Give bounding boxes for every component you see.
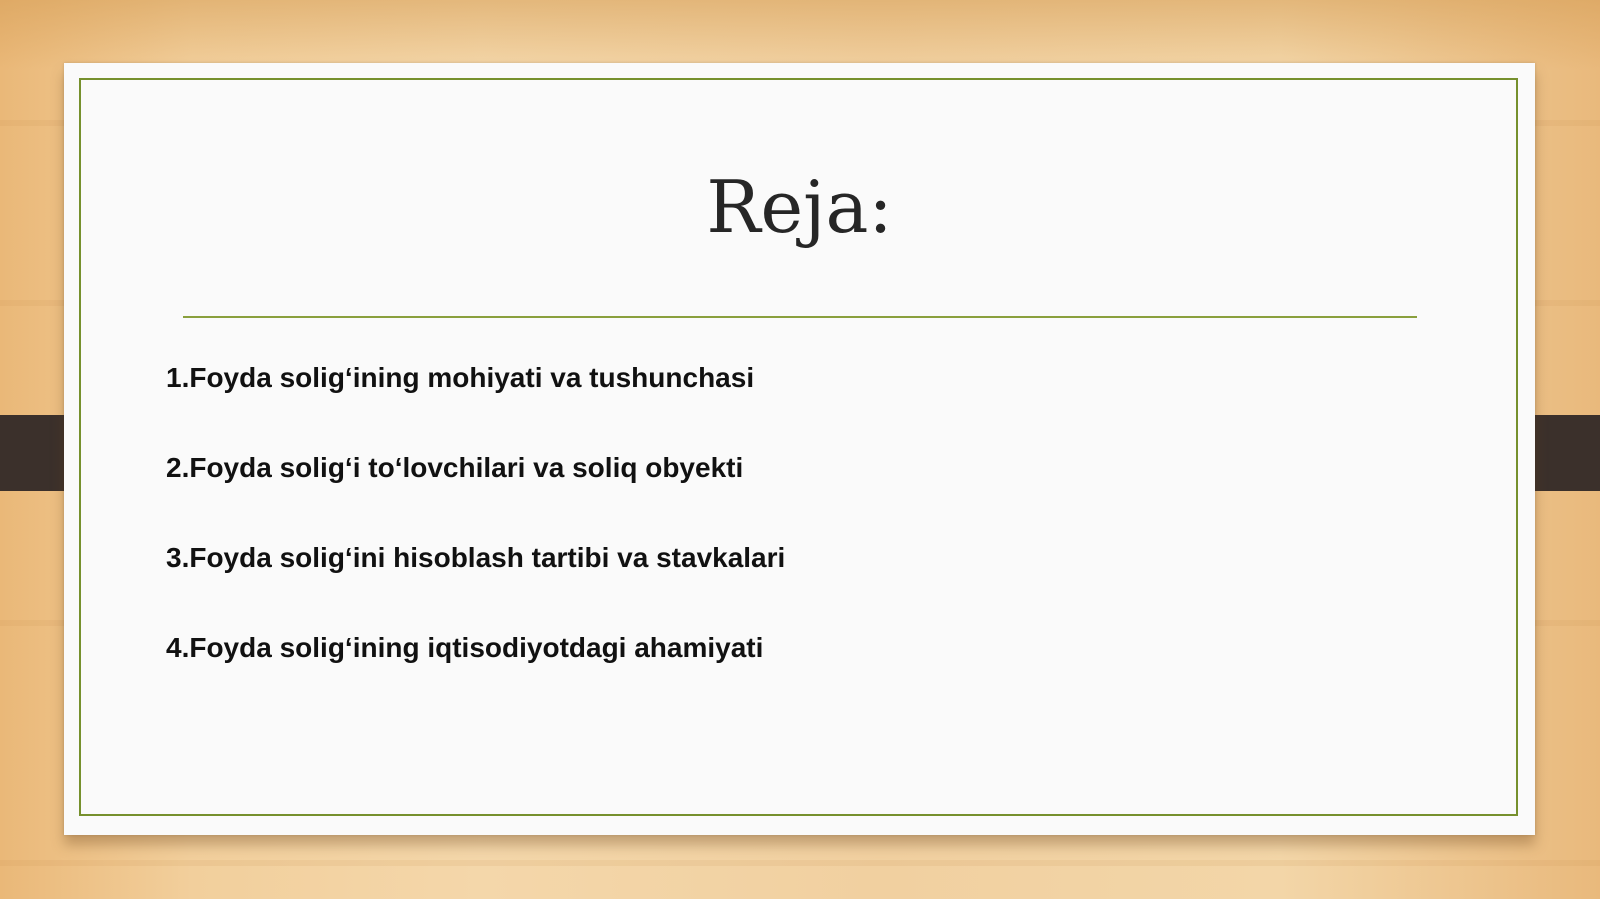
slide-card xyxy=(64,63,1535,835)
plan-item-3: 3.Foyda solig‘ini hisoblash tartibi va stavkalari xyxy=(166,542,786,573)
slide-title: Reja: xyxy=(706,165,893,249)
title-divider xyxy=(183,316,1417,318)
plan-item-4: 4.Foyda solig‘ining iqtisodiyotdagi ahamiyati xyxy=(166,632,764,663)
plan-item-2: 2.Foyda solig‘i to‘lovchilari va soliq obyekti xyxy=(166,452,744,483)
wood-grain xyxy=(0,860,1600,866)
plan-item-1: 1.Foyda solig‘ining mohiyati va tushunchasi xyxy=(166,362,755,393)
plan-list xyxy=(166,361,785,721)
